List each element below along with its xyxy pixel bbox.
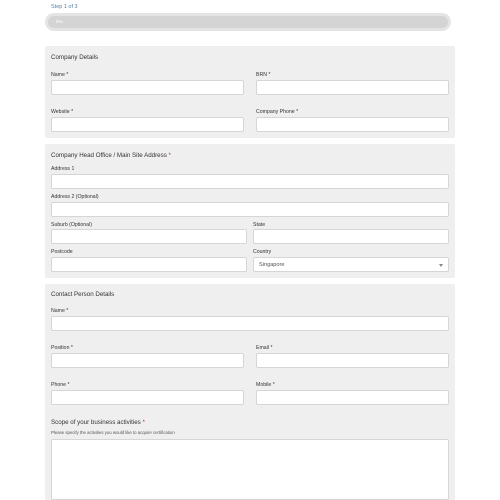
brn-label <box>256 72 270 78</box>
country-label: Country <box>253 249 272 255</box>
company-phone-input[interactable] <box>256 117 449 132</box>
email-label <box>256 345 272 351</box>
step-indicator: Step 1 of 3 <box>51 4 78 10</box>
email-label-text: Email <box>256 345 269 351</box>
required-mark: * <box>168 152 171 159</box>
company-name-input[interactable] <box>51 80 244 95</box>
company-details-panel <box>45 46 455 138</box>
required-mark: * <box>268 72 271 78</box>
email-input[interactable] <box>256 353 449 368</box>
state-input[interactable] <box>253 229 449 244</box>
mobile-input[interactable] <box>256 390 449 405</box>
website-label-text: Website <box>51 109 70 115</box>
company-phone-label-text: Company Phone <box>256 109 295 115</box>
required-mark: * <box>70 345 73 351</box>
phone-input[interactable] <box>51 390 244 405</box>
phone-label-text: Phone <box>51 382 67 388</box>
address1-label: Address 1 <box>51 166 75 172</box>
suburb-input[interactable] <box>51 229 247 244</box>
required-mark: * <box>67 382 70 388</box>
website-input[interactable] <box>51 117 244 132</box>
mobile-label <box>256 382 275 388</box>
phone-label <box>51 382 70 388</box>
progress-percent: 0% <box>56 19 63 24</box>
required-mark: * <box>142 419 145 426</box>
required-mark: * <box>272 382 275 388</box>
scope-label <box>51 419 145 426</box>
required-mark: * <box>270 345 273 351</box>
address-title <box>51 152 171 159</box>
position-input[interactable] <box>51 353 244 368</box>
address2-label: Address 2 (Optional) <box>51 194 99 200</box>
company-name-label <box>51 72 68 78</box>
progress-bar <box>45 13 451 31</box>
chevron-down-icon <box>439 264 443 267</box>
brn-input[interactable] <box>256 80 449 95</box>
mobile-label-text: Mobile <box>256 382 272 388</box>
address-panel <box>45 144 455 278</box>
required-mark: * <box>66 308 69 314</box>
scope-label-text: Scope of your business activities <box>51 419 141 426</box>
company-details-title: Company Details <box>51 54 99 61</box>
scope-textarea[interactable] <box>51 439 449 500</box>
position-label <box>51 345 73 351</box>
address-title-text: Company Head Office / Main Site Address <box>51 152 167 159</box>
postcode-input[interactable] <box>51 257 247 272</box>
address2-input[interactable] <box>51 202 449 217</box>
progress-track-inner <box>48 16 448 28</box>
required-mark: * <box>66 72 69 78</box>
scope-help-text: Please specify the activities you would like to acquire certification <box>51 430 175 435</box>
country-select-value: Singapore <box>259 261 285 268</box>
postcode-label: Postcode <box>51 249 73 255</box>
brn-label-text: BRN <box>256 72 267 78</box>
contact-title: Contact Person Details <box>51 291 115 298</box>
contact-name-label-text: Name <box>51 308 65 314</box>
country-select[interactable] <box>253 257 449 272</box>
company-name-label-text: Name <box>51 72 65 78</box>
state-label: State <box>253 222 266 228</box>
contact-name-input[interactable] <box>51 316 449 331</box>
required-mark: * <box>296 109 299 115</box>
contact-name-label <box>51 308 68 314</box>
contact-panel <box>45 284 455 500</box>
position-label-text: Position <box>51 345 70 351</box>
company-phone-label <box>256 109 298 115</box>
suburb-label: Suburb (Optional) <box>51 222 92 228</box>
website-label <box>51 109 73 115</box>
required-mark: * <box>71 109 74 115</box>
address1-input[interactable] <box>51 174 449 189</box>
